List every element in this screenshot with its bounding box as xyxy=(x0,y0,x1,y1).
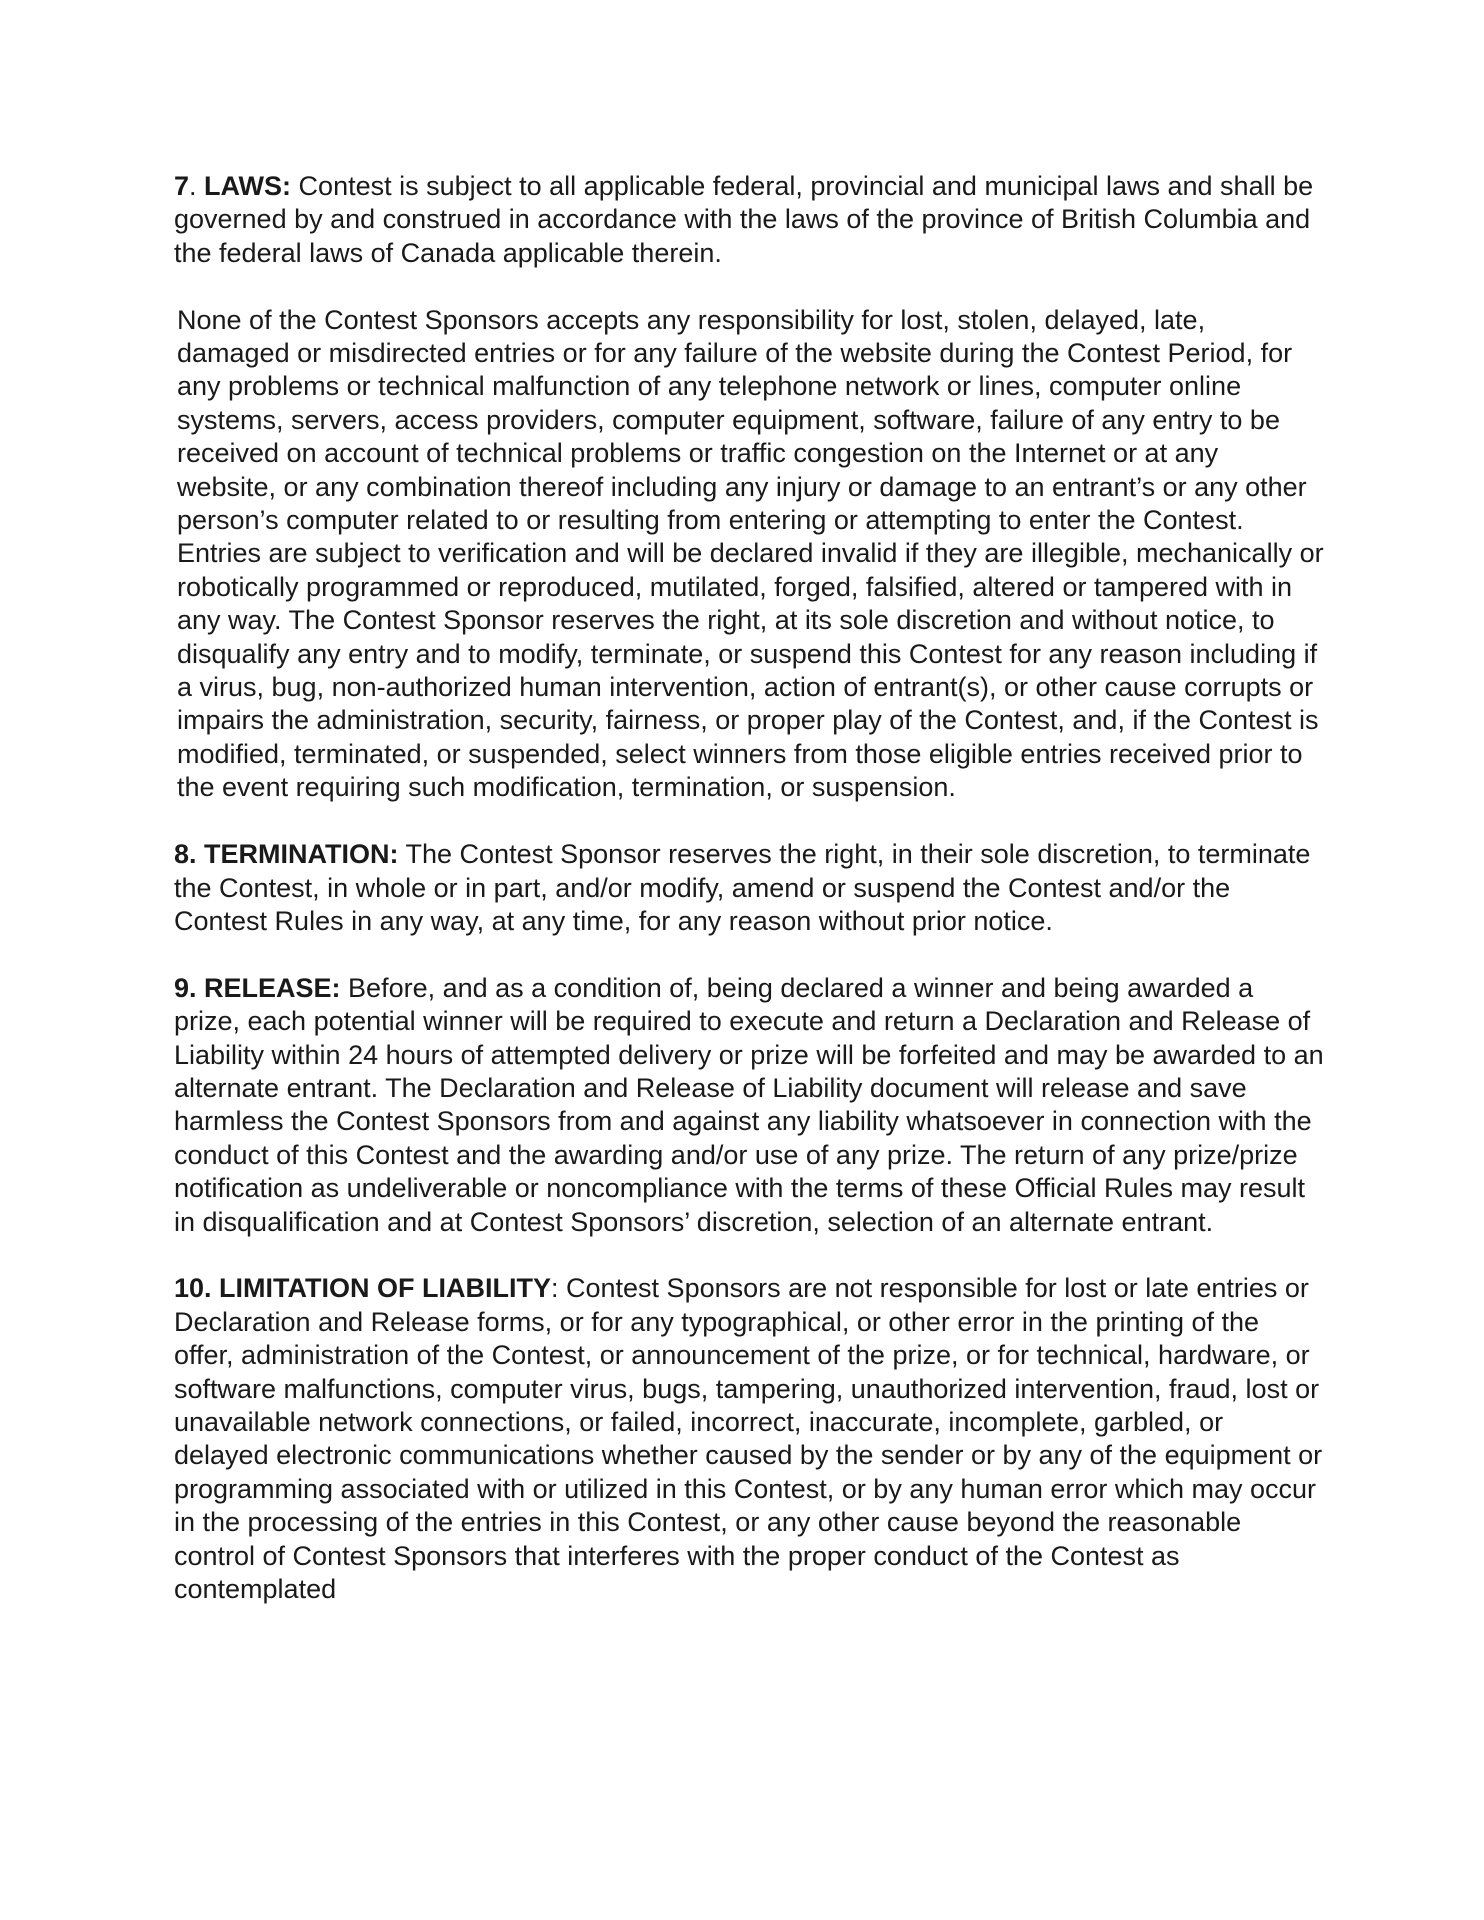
section-laws-number: 7 xyxy=(174,171,190,201)
section-termination xyxy=(174,838,1324,938)
section-limitation xyxy=(174,1272,1324,1606)
section-limitation-body: : Contest Sponsors are not responsible for lost or late entries or Declaration and Release forms, or for any typographical, or other error in the printing of the offer, administration of the Contest, or announcement of the prize, or for technical, hardware, or software malfunctions, computer virus, bugs, tampering, unauthorized intervention, fraud, lost or unavailable network connections, or failed, incorrect, inaccurate, incomplete, garbled, or delayed electronic communications whether caused by the sender or by any of the equipment or programming associated with or utilized in this Contest, or by any human error which may occur in the processing of the entries in this Contest, or any other cause beyond the reasonable control of Contest Sponsors that interferes with the proper conduct of the Contest as contemplated xyxy=(174,1273,1323,1604)
section-release-heading: 9. RELEASE: xyxy=(174,972,341,1003)
section-responsibility-body: None of the Contest Sponsors accepts any responsibility for lost, stolen, delayed, late, damaged or misdirected entries or for any failure of the website during the Contest Period, for any problems or technical malfunction of any telephone network or lines, computer online systems, servers, access providers, computer equipment, software, failure of any entry to be received on account of technical problems or traffic congestion on the Internet or at any website, or any combination thereof including any injury or damage to an entrant’s or any other person’s computer related to or resulting from entering or attempting to enter the Contest. Entries are subject to verification and will be declared invalid if they are illegible, mechanically or robotically programmed or reproduced, mutilated, forged, falsified, altered or tampered with in any way. The Contest Sponsor reserves the right, at its sole discretion and without notice, to disqualify any entry and to modify, terminate, or suspend this Contest for any reason including if a virus, bug, non-authorized human intervention, action of entrant(s), or other cause corrupts or impairs the administration, security, fairness, or proper play of the Contest, and, if the Contest is modified, terminated, or suspended, select winners from those eligible entries received prior to the event requiring such modification, termination, or suspension. xyxy=(177,304,1324,803)
section-laws-number-separator: . xyxy=(189,171,205,201)
section-responsibility xyxy=(174,304,1324,805)
section-laws xyxy=(174,170,1324,270)
section-release xyxy=(174,972,1324,1239)
section-termination-body: The Contest Sponsor reserves the right, in their sole discretion, to terminate the Contest, in whole or in part, and/or modify, amend or suspend the Contest and/or the Contest Rules in any way, at any time, for any reason without prior notice. xyxy=(174,839,1311,936)
document-body xyxy=(174,170,1324,1640)
section-laws-heading: LAWS: xyxy=(204,171,292,201)
section-laws-body: Contest is subject to all applicable federal, provincial and municipal laws and shall be governed by and construed in accordance with the laws of the province of British Columbia and the federal laws of Canada applicable therein. xyxy=(174,171,1314,268)
section-termination-heading: 8. TERMINATION: xyxy=(174,839,399,870)
section-release-body: Before, and as a condition of, being declared a winner and being awarded a prize, each potential winner will be required to execute and return a Declaration and Release of Liability within 24 hours of attempted delivery or prize will be forfeited and may be awarded to an alternate entrant. The Declaration and Release of Liability document will release and save harmless the Contest Sponsors from and against any liability whatsoever in connection with the conduct of this Contest and the awarding and/or use of any prize. The return of any prize/prize notification as undeliverable or noncompliance with the terms of these Official Rules may result in disqualification and at Contest Sponsors’ discretion, selection of an alternate entrant. xyxy=(174,972,1324,1237)
section-limitation-heading: 10. LIMITATION OF LIABILITY xyxy=(174,1273,551,1304)
